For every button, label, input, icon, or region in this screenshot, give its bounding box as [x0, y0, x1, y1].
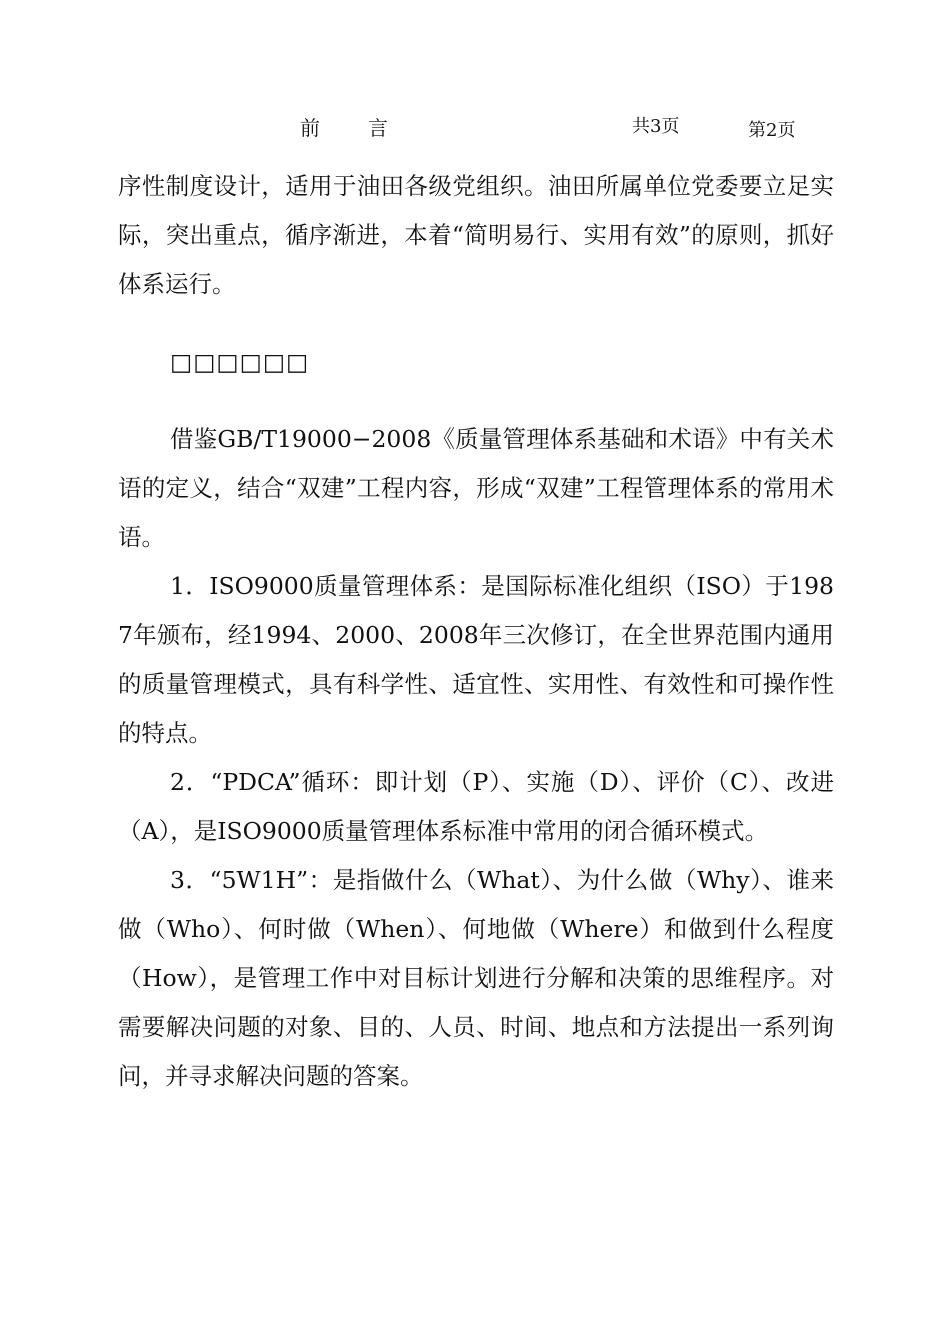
terms-intro-paragraph: 借鉴GB/T19000−2008《质量管理体系基础和术语》中有关术语的定义，结合“双建”工程内容，形成“双建”工程管理体系的常用术语。 [118, 425, 834, 551]
term-3-paragraph: 3．“5W1H”：是指做什么（What）、为什么做（Why）、谁来做（Who）、何时做（When）、何地做（Where）和做到什么程度（How），是管理工作中对目标计划进行分解和决策的思维程序。对需要解决问题的对象、目的、人员、时间、地点和方法提出一系列询问，并寻求解决问题的答案。 [118, 866, 834, 1090]
term-1-paragraph: 1．ISO9000质量管理体系：是国际标准化组织（ISO）于1987年颁布，经1994、2000、2008年三次修订，在全世界范围内通用的质量管理模式，具有科学性、适宜性、实用性、有效性和可操作性的特点。 [118, 572, 834, 747]
intro-paragraph: 序性制度设计，适用于油田各级党组织。油田所属单位党委要立足实际，突出重点，循序渐进，本着“简明易行、实用有效”的原则，抓好体系运行。 [118, 172, 834, 298]
header-title: 前言 [300, 116, 436, 140]
body-text [118, 162, 834, 1101]
term-2-paragraph: 2．“PDCA”循环：即计划（P）、实施（D）、评价（C）、改进（A），是ISO9000质量管理体系标准中常用的闭合循环模式。 [118, 768, 834, 845]
header-current-page: 第2页 [748, 120, 796, 141]
header-total-pages: 共3页 [632, 116, 680, 137]
section-heading: □□□□□□ [170, 348, 310, 376]
